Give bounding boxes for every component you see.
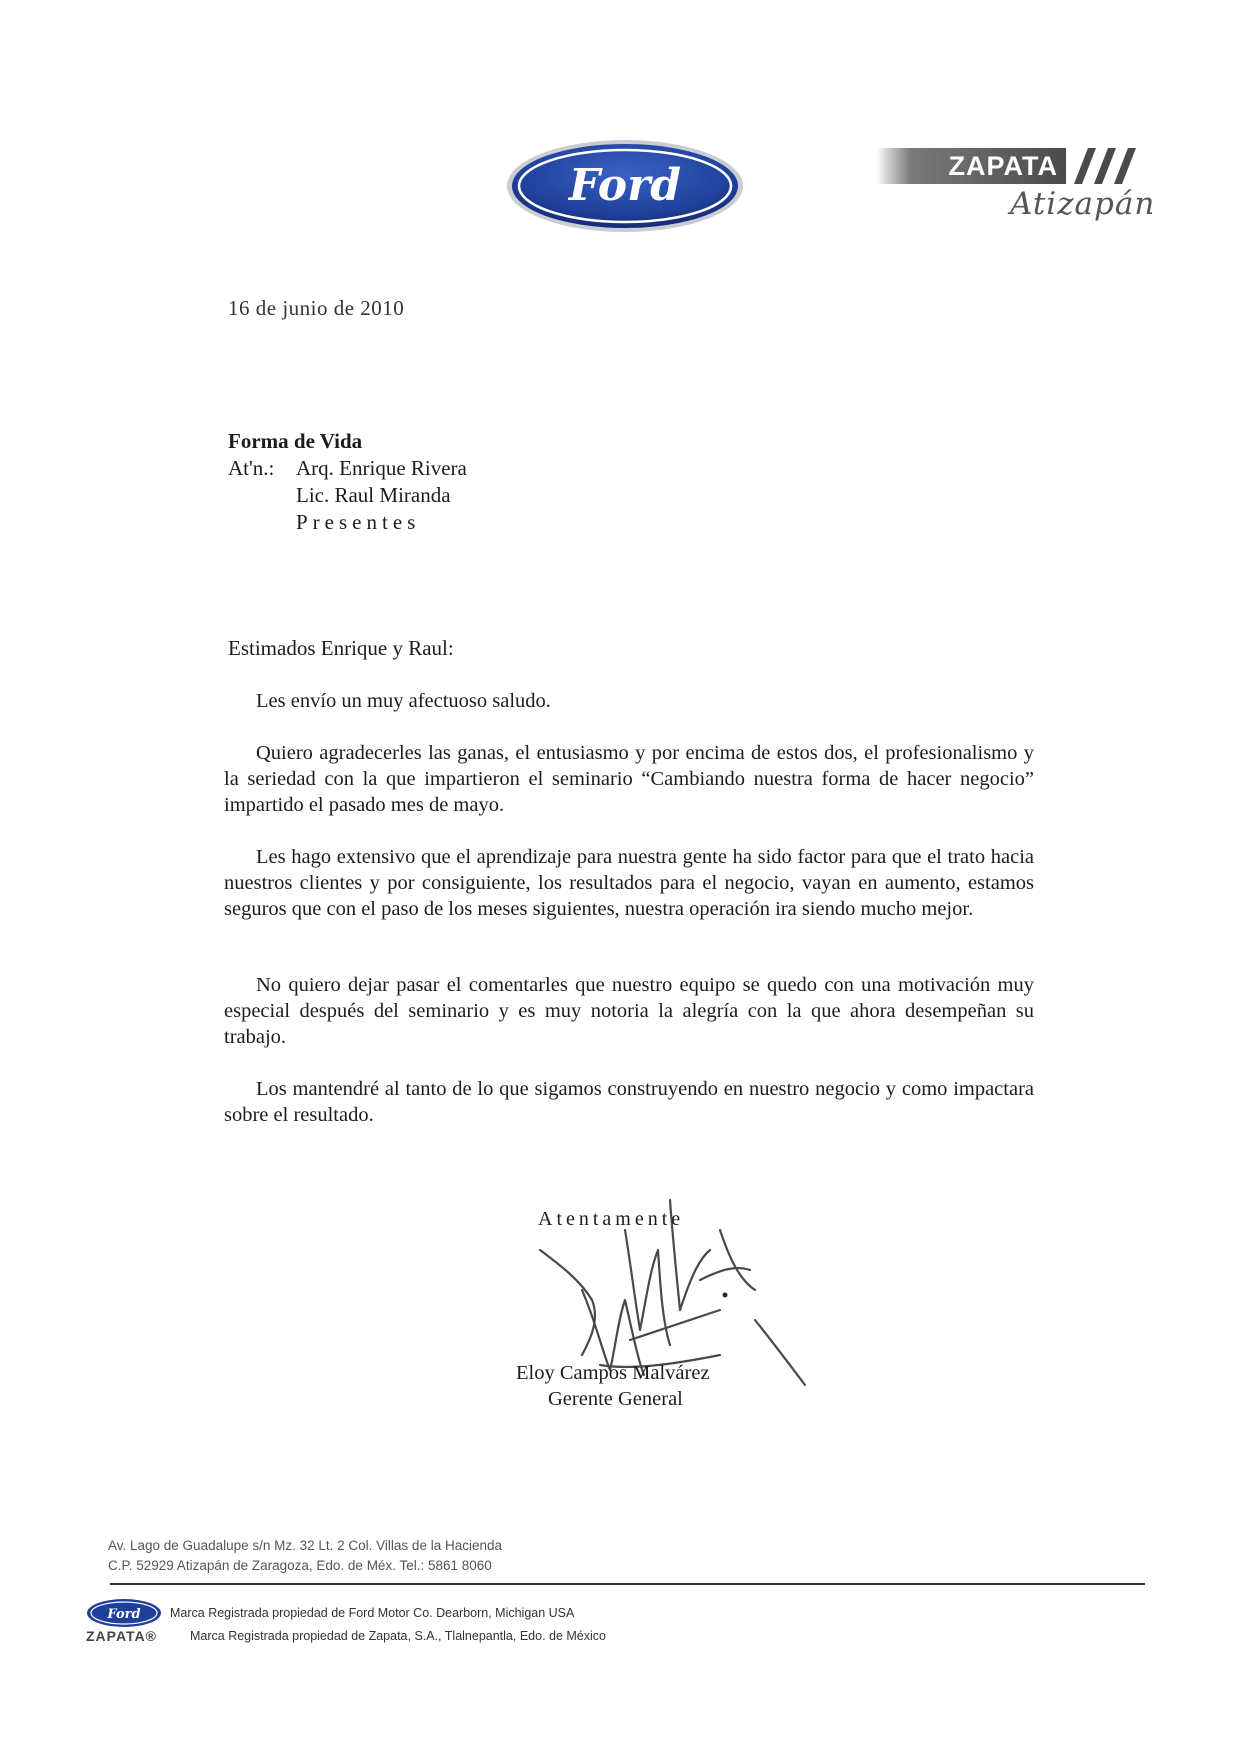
closing: Atentamente: [538, 1208, 685, 1230]
zapata-mini-mark: ZAPATA®: [86, 1628, 157, 1644]
footer-divider: [110, 1583, 1145, 1585]
attention-label: At'n.:: [228, 456, 275, 480]
salutation: Estimados Enrique y Raul:: [228, 636, 454, 660]
ford-mini-logo: [86, 1598, 162, 1628]
address-line-2: C.P. 52929 Atizapán de Zaragoza, Edo. de Méx. Tel.: 5861 8060: [108, 1558, 492, 1573]
body-paragraph-1: Les envío un muy afectuoso saludo.: [256, 690, 551, 712]
ford-mini-logo-text: Ford: [107, 1607, 141, 1622]
address-line-1: Av. Lago de Guadalupe s/n Mz. 32 Lt. 2 Col. Villas de la Hacienda: [108, 1538, 502, 1553]
presentes-label: Presentes: [296, 510, 421, 534]
letter-date: 16 de junio de 2010: [228, 296, 405, 320]
footer-zapata-row: [86, 1628, 606, 1644]
zapata-logo: [870, 140, 1160, 240]
zapata-logo-subtitle: Atizapán: [1010, 186, 1156, 222]
ford-trademark-notice: Marca Registrada propiedad de Ford Motor Co. Dearborn, Michigan USA: [170, 1606, 575, 1620]
body-paragraph-5: Los mantendré al tanto de lo que sigamos construyendo en nuestro negocio y como impactara sobre el resultado.: [224, 1078, 1034, 1126]
addressee-organization: Forma de Vida: [228, 429, 363, 453]
recipient-1: Arq. Enrique Rivera: [296, 456, 467, 480]
attention-row: [228, 455, 467, 482]
body-paragraph-3: Les hago extensivo que el aprendizaje para nuestra gente ha sido factor para que el trato hacia nuestros clientes y por consiguiente, los resultados para el negocio, vayan en aumento, estamos seguros que con el paso de los meses siguientes, nuestra operación ira siendo mucho mejor.: [224, 846, 1034, 920]
zapata-logo-word: ZAPATA: [876, 148, 1066, 184]
body-paragraph-2: Quiero agradecerles las ganas, el entusiasmo y por encima de estos dos, el profesionalismo y la seriedad con la que impartieron el seminario “Cambiando nuestra forma de hacer negocio” impartido el pasado mes de mayo.: [224, 742, 1034, 816]
signer-name: Eloy Campos Malvárez: [516, 1362, 710, 1384]
body-paragraph-4: No quiero dejar pasar el comentarles que nuestro equipo se quedo con una motivación muy especial después del seminario y es muy notoria la alegría con la que ahora desempeñan su trabajo.: [224, 974, 1034, 1048]
addressee-block: [228, 428, 467, 536]
ford-logo: [505, 138, 745, 234]
footer-address: [108, 1536, 502, 1576]
recipient-2: Lic. Raul Miranda: [296, 483, 451, 507]
signer-title: Gerente General: [548, 1388, 683, 1410]
footer-ford-row: [86, 1598, 574, 1628]
zapata-stripes-icon: [1066, 148, 1150, 184]
zapata-trademark-notice: Marca Registrada propiedad de Zapata, S.A., Tlalnepantla, Edo. de México: [190, 1629, 606, 1643]
ford-logo-text: Ford: [568, 160, 682, 211]
